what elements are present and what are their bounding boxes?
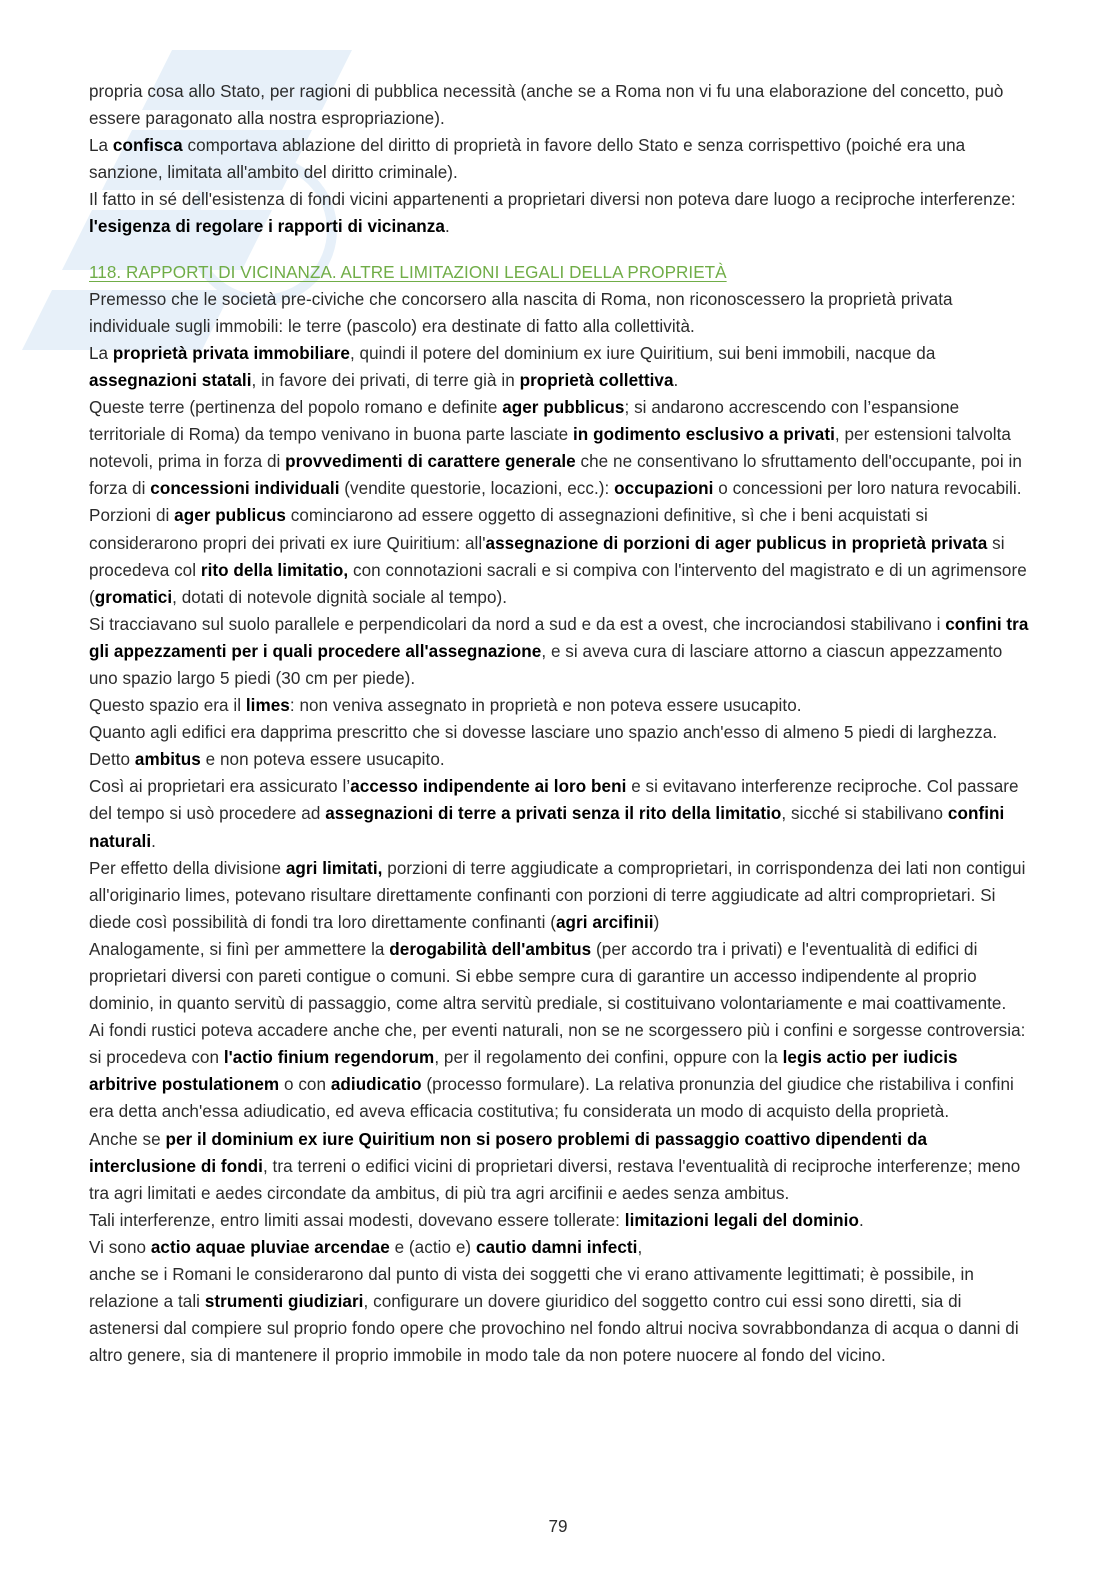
paragraph [89,936,1029,1017]
text-run: , configurare un dovere giuridico del soggetto contro cui essi sono diretti, sia di astenersi dal compiere sul proprio fondo opere che provochino nel fondo altrui nociva sovrabbondanza di acqua o danni di altro genere, sia di mantenere il proprio immobile in modo tale da non potere nuocere al fondo del vicino. [89,1292,1019,1366]
text-run: Vi sono [89,1237,151,1257]
paragraph [89,773,1029,854]
paragraph [89,286,1029,340]
text-run: o con [279,1075,331,1095]
text-run: . [444,217,450,237]
bold-term: l'actio finium regendorum [223,1048,435,1068]
text-run: , in favore dei privati, di terre già in [251,370,520,390]
text-run: che ne consentivano lo sfruttamento dell'occupante, poi in forza di [89,452,1022,499]
text-run: 118. RAPPORTI DI VICINANZA. ALTRE LIMITAZIONI LEGALI DELLA PROPRIETÀ [89,262,727,282]
text-run: Tali interferenze, entro limiti assai modesti, dovevano essere tollerate: [89,1210,625,1230]
text-run: comportava ablazione del diritto di proprietà in favore dello Stato e senza corrispettivo (poiché era una sanzione, limitata all'ambito del diritto criminale). [89,136,966,183]
text-run: Analogamente, si finì per ammettere la [89,939,390,959]
text-run: Anche se [89,1129,166,1149]
bold-term: limitazioni legali del dominio [624,1210,859,1230]
bold-term: legis actio per iudicis arbitrive postulationem [89,1048,958,1095]
text-run: , sicché si stabilivano [781,804,948,824]
paragraph [89,611,1029,692]
text-run: Questo spazio era il [89,696,246,716]
text-run: , [637,1237,643,1257]
bold-term: per il dominium ex iure Quiritium non si posero problemi di passaggio coattivo dipendenti da interclusione di fondi [89,1129,928,1176]
paragraph [89,692,1029,719]
text-run: anche se i Romani le considerarono dal punto di vista dei soggetti che vi erano attivamente legittimati; è possibile, in relazione a tali [89,1265,974,1312]
bold-term: assegnazioni statali [89,370,252,390]
paragraph [89,1234,1029,1261]
bold-term: assegnazione di porzioni di ager publicus in proprietà privata [485,533,988,553]
bold-term: confini naturali [89,804,1005,851]
text-run: Queste terre (pertinenza del popolo romano e definite [89,398,503,418]
bold-term: ager pubblicus [502,398,625,418]
bold-term: in godimento esclusivo a privati [573,425,835,445]
bold-term: cautio damni infecti [475,1237,638,1257]
text-run: (per accordo tra i privati) e l'eventualità di edifici di proprietari diversi con pareti contigue o comuni. Si ebbe sempre cura di garantire un accesso indipendente al proprio dominio, in quanto servitù di passaggio, come altra servitù prediale, si costituivano volontariamente e mai coattivamente. [89,939,1007,1014]
paragraph [89,1126,1029,1207]
text-run: La [89,136,113,156]
text-run: (vendite questorie, locazioni, ecc.): [339,479,615,499]
text-run: ; si andarono accrescendo con l’espansione territoriale di Roma) da tempo venivano in buona parte lasciate [89,398,960,445]
text-run: , dotati di notevole dignità sociale al tempo). [172,587,508,607]
bold-term: actio aquae pluviae arcendae [150,1237,390,1257]
bold-term: proprietà collettiva [519,370,674,390]
text-run: Premesso che le società pre-civiche che concorsero alla nascita di Roma, non riconoscessero la proprietà privata individuale sugli immobili: le terre (pascolo) era destinate di fatto alla collettività. [89,289,953,336]
text-run: Porzioni di [89,506,175,526]
text-run: Si tracciavano sul suolo parallele e perpendicolari da nord a sud e da est a ovest, che incrociandosi stabilivano i [89,614,946,634]
section-heading [89,259,1029,286]
bold-term: confini tra gli appezzamenti per i quali procedere all'assegnazione [89,614,1029,661]
bold-term: provvedimenti di carattere generale [285,452,576,472]
bold-term: gromatici [94,587,173,607]
paragraph [89,394,1029,502]
text-run: propria cosa allo Stato, per ragioni di pubblica necessità (anche se a Roma non vi fu una elaborazione del concetto, può essere paragonato alla nostra espropriazione). [89,82,1004,129]
text-run: , quindi il potere del dominium ex iure Quiritium, sui beni immobili, nacque da [349,343,936,363]
bold-term: occupazioni [614,479,714,499]
bold-term: ager publicus [174,506,286,526]
bold-term: concessioni individuali [150,479,340,499]
text-run: si procedeva col [89,533,1005,580]
text-run: Il fatto in sé dell'esistenza di fondi vicini appartenenti a proprietari diversi non poteva dare luogo a reciproche interferenze: [89,190,1016,210]
paragraph [89,1207,1029,1234]
paragraph [89,186,1029,240]
text-run: Quanto agli edifici era dapprima prescritto che si dovesse lasciare uno spazio anch'esso di almeno 5 piedi di larghezza. Detto [89,723,998,770]
paragraph [89,1261,1029,1369]
bold-term: limes [245,696,290,716]
bold-term: derogabilità dell'ambitus [389,939,592,959]
text-run: . [858,1210,864,1230]
document-body [89,78,1029,1369]
text-run: , per il regolamento dei confini, oppure con la [434,1048,783,1068]
text-run: . [673,370,679,390]
bold-term: confisca [112,136,183,156]
bold-term: strumenti giudiziari [204,1292,364,1312]
paragraph [89,719,1029,773]
paragraph [89,78,1029,132]
text-run: La [89,343,113,363]
text-run: o concessioni per loro natura revocabili. [713,479,1022,499]
paragraph [89,855,1029,936]
text-run: : non veniva assegnato in proprietà e non poteva essere usucapito. [289,696,802,716]
text-run: e si evitavano interferenze reciproche. Col passare del tempo si usò procedere ad [89,777,1019,824]
text-run: e (actio e) [389,1237,476,1257]
bold-term: proprietà privata immobiliare [112,343,350,363]
paragraph [89,132,1029,186]
bold-term: adiudicatio [330,1075,422,1095]
text-run: , tra terreni o edifici vicini di proprietari diversi, restava l'eventualità di reciproche interferenze; meno tra agri limitati e aedes circondate da ambitus, di più tra agri arcifinii e aedes senza ambitus. [89,1156,1021,1203]
paragraph [89,502,1029,610]
paragraph [89,1017,1029,1125]
bold-term: agri arcifinii [555,912,654,932]
text-run: Ai fondi rustici poteva accadere anche che, per eventi naturali, non se ne scorgessero più i confini e sorgesse controversia: si procedeva con [89,1021,1026,1068]
text-run: cominciarono ad essere oggetto di assegnazioni definitive, sì che i beni acquistati si considerarono propri dei privati ex iure Quiritium: all' [89,506,928,553]
text-run: Così ai proprietari era assicurato l’ [89,777,351,797]
bold-term: assegnazioni di terre a privati senza il rito della limitatio [325,804,782,824]
text-run: con connotazioni sacrali e si compiva con l'intervento del magistrato e di un agrimensore ( [89,560,1027,607]
page-number: 79 [548,1517,568,1536]
text-run: e non poteva essere usucapito. [200,750,445,770]
paragraph [89,340,1029,394]
bold-term: rito della limitatio, [200,560,349,580]
text-run: porzioni di terre aggiudicate a comproprietari, in corrispondenza dei lati non contigui all'originario limes, potevano risultare direttamente confinanti con porzioni di terre aggiudicate ad altri comproprietari. Si diede così possibilità di fondi tra loro direttamente confinanti ( [89,858,1026,932]
bold-term: agri limitati, [285,858,383,878]
bold-term: l'esigenza di regolare i rapporti di vicinanza [89,217,445,237]
text-run: , e si aveva cura di lasciare attorno a ciascun appezzamento uno spazio largo 5 piedi (30 cm per piede). [89,641,1003,688]
text-run: . [151,831,156,851]
bold-term: accesso indipendente ai loro beni [350,777,627,797]
text-run: , per estensioni talvolta notevoli, prima in forza di [89,425,1011,472]
text-run: (processo formulare). La relativa pronunzia del giudice che ristabiliva i confini era detta anch'essa adiudicatio, ed aveva efficacia costitutiva; fu considerata un modo di acquisto della proprietà. [89,1075,1014,1122]
text-run: Per effetto della divisione [89,858,286,878]
bold-term: ambitus [134,750,201,770]
text-run: ) [653,912,660,932]
